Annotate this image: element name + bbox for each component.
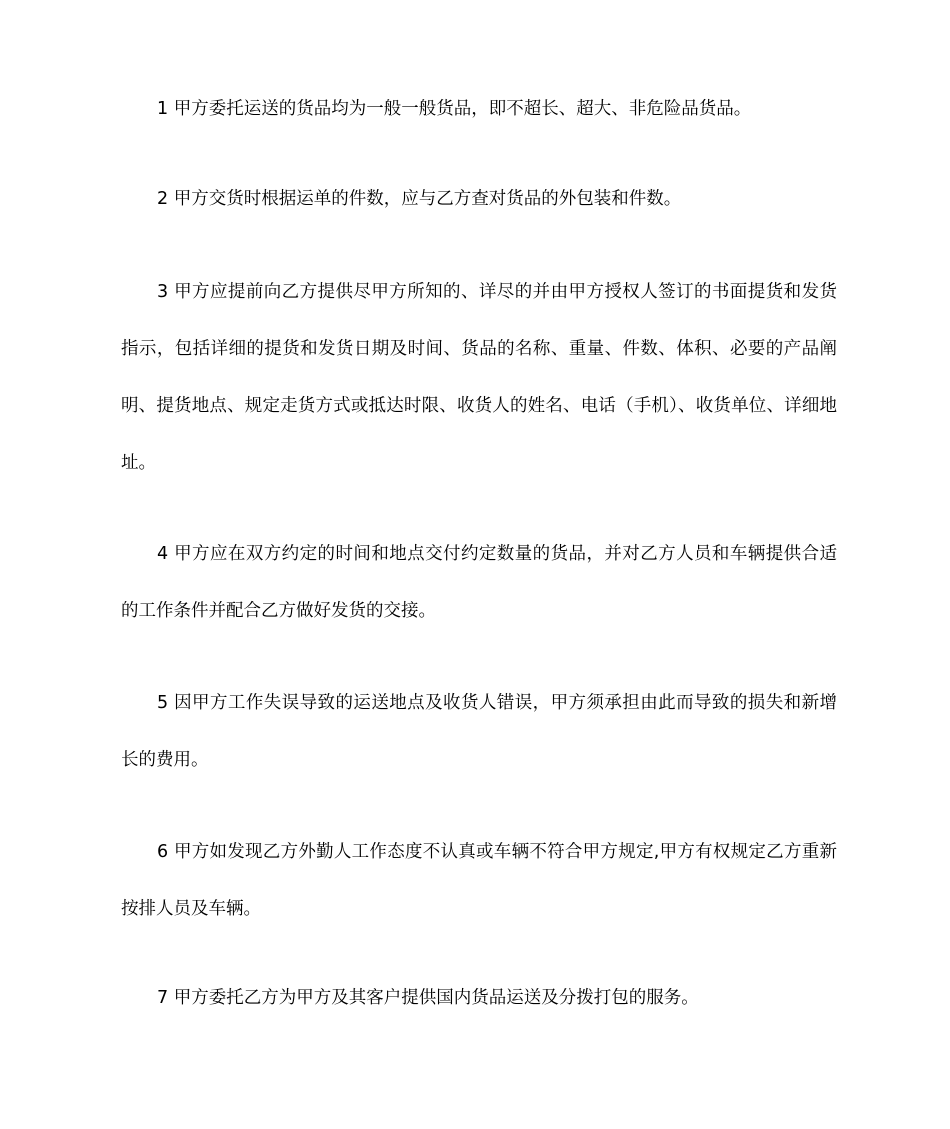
clause-4-paragraph: 4 甲方应在双方约定的时间和地点交付约定数量的货品，并对乙方人员和车辆提供合适的工作条件并配合乙方做好发货的交接。 xyxy=(121,544,837,621)
clause-5-paragraph: 5 因甲方工作失误导致的运送地点及收货人错误，甲方须承担由此而导致的损失和新增长的费用。 xyxy=(121,693,837,770)
clause-1-paragraph: 1 甲方委托运送的货品均为一般一般货品，即不超长、超大、非危险品货品。 xyxy=(157,99,752,119)
clause-3-paragraph: 3 甲方应提前向乙方提供尽甲方所知的、详尽的并由甲方授权人签订的书面提货和发货指示，包括详细的提货和发货日期及时间、货品的名称、重量、件数、体积、必要的产品阐明、提货地点、规定走货方式或抵达时限、收货人的姓名、电话（手机）、收货单位、详细地址。 xyxy=(121,282,837,473)
clause-7-paragraph: 7 甲方委托乙方为甲方及其客户提供国内货品运送及分拨打包的服务。 xyxy=(157,988,699,1008)
clause-6-paragraph: 6 甲方如发现乙方外勤人工作态度不认真或车辆不符合甲方规定,甲方有权规定乙方重新按排人员及车辆。 xyxy=(121,842,837,919)
clause-2-paragraph: 2 甲方交货时根据运单的件数，应与乙方查对货品的外包装和件数。 xyxy=(157,189,682,209)
